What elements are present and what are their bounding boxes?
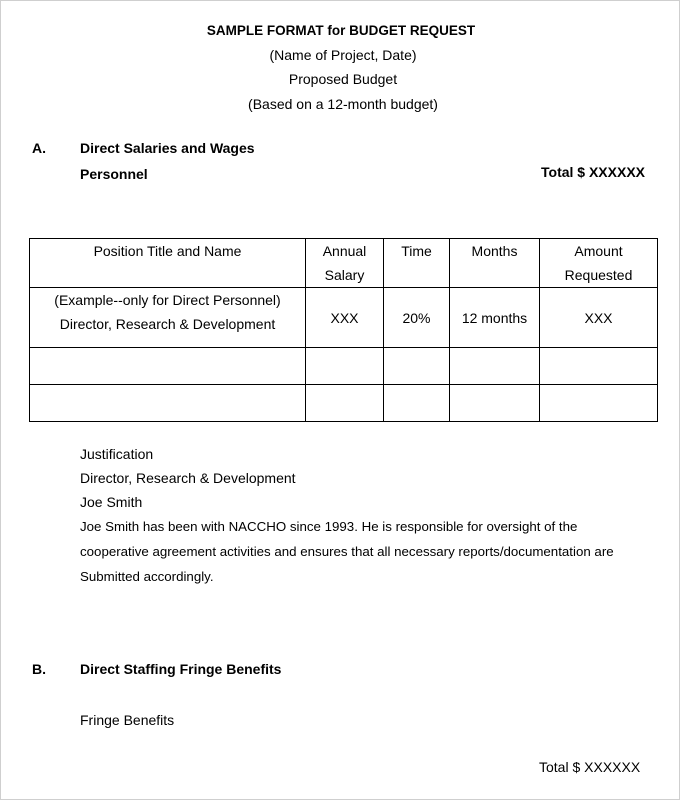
justification-title: Director, Research & Development [80, 470, 296, 486]
justification-text-line-1: Joe Smith has been with NACCHO since 1993. He is responsible for oversight of the [80, 519, 578, 534]
empty-cell [384, 385, 450, 422]
project-line: (Name of Project, Date) [269, 47, 417, 63]
budget-basis-line: (Based on a 12-month budget) [248, 96, 438, 112]
table-row [30, 288, 658, 348]
section-b-subheading: Fringe Benefits [80, 712, 175, 728]
empty-cell [30, 385, 306, 422]
empty-cell [450, 348, 540, 385]
section-a-total: Total $ XXXXXX [541, 164, 645, 180]
section-b-letter: B. [32, 661, 46, 677]
header-months: Months [450, 239, 540, 288]
section-a-subheading: Personnel [80, 166, 148, 182]
header-annual-salary: Annual Salary [306, 239, 384, 288]
personnel-budget-table [29, 238, 658, 422]
example-salary: XXX [306, 288, 384, 348]
empty-cell [540, 385, 658, 422]
document-title: SAMPLE FORMAT for BUDGET REQUEST [206, 23, 476, 38]
justification-block [80, 442, 614, 589]
justification-name: Joe Smith [80, 494, 143, 510]
section-b-heading: Direct Staffing Fringe Benefits [80, 661, 282, 677]
table-row [30, 348, 658, 385]
example-amount: XXX [540, 288, 658, 348]
example-position: Director, Research & Development [59, 316, 276, 332]
example-note: (Example--only for Direct Personnel) [54, 292, 281, 308]
empty-cell [30, 348, 306, 385]
example-months: 12 months [450, 288, 540, 348]
justification-label: Justification [80, 446, 154, 462]
example-position-cell [30, 288, 306, 348]
table-header-row [30, 239, 658, 288]
empty-cell [540, 348, 658, 385]
section-a-letter: A. [32, 140, 46, 156]
table-row [30, 385, 658, 422]
proposed-budget-line: Proposed Budget [288, 71, 398, 87]
empty-cell [450, 385, 540, 422]
justification-text-line-2: cooperative agreement activities and ensures that all necessary reports/documentation are [80, 544, 614, 559]
empty-cell [306, 348, 384, 385]
section-a-heading: Direct Salaries and Wages [80, 140, 255, 156]
justification-text-line-3: Submitted accordingly. [80, 569, 214, 584]
header-time: Time [384, 239, 450, 288]
section-b-total: Total $ XXXXXX [539, 759, 641, 775]
empty-cell [306, 385, 384, 422]
empty-cell [384, 348, 450, 385]
example-time: 20% [384, 288, 450, 348]
header-amount-requested: Amount Requested [540, 239, 658, 288]
header-position: Position Title and Name [30, 239, 306, 288]
